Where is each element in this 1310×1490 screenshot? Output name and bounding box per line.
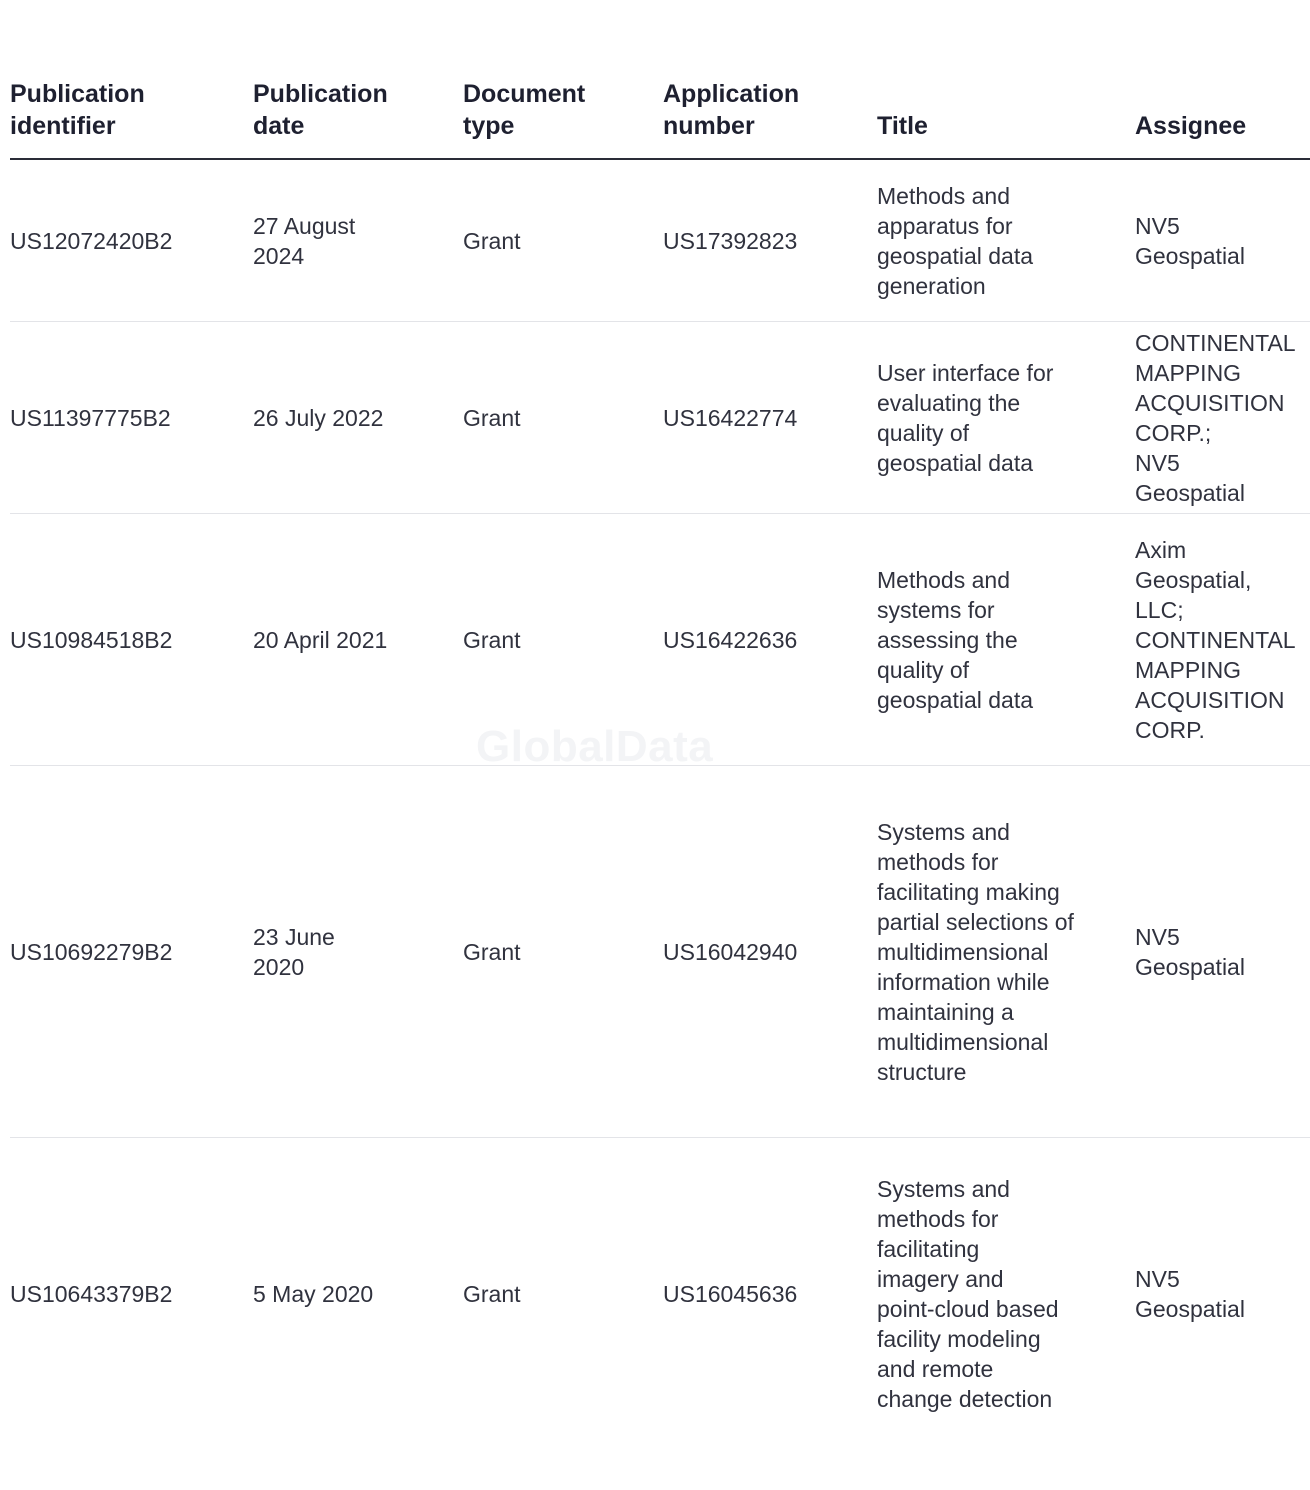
- table-body: [10, 159, 1310, 1449]
- cell-publication-date: 23 June 2020: [253, 766, 463, 1138]
- cell-assignee: NV5 Geospatial: [1135, 1265, 1245, 1322]
- table-row: [10, 159, 1310, 322]
- cell-publication-date: 26 July 2022: [253, 322, 463, 514]
- header-publication-identifier: Publication identifier: [10, 78, 253, 159]
- table-row: [10, 514, 1310, 766]
- patents-table-container[interactable]: [10, 0, 1296, 1490]
- cell-publication-date: 5 May 2020: [253, 1280, 374, 1307]
- cell-title: Systems and methods for facilitating making partial selections of multidimensional information while maintaining a multidimensional structure: [877, 766, 1135, 1138]
- cell-application-number: US16422636: [663, 514, 877, 766]
- table-row: [10, 322, 1310, 514]
- header-row: [10, 78, 1310, 159]
- cell-assignee: Axim Geospatial, LLC; CONTINENTAL MAPPING ACQUISITION CORP.: [1135, 514, 1310, 766]
- cell-application-number: US17392823: [663, 159, 877, 322]
- cell-title: Methods and apparatus for geospatial data generation: [877, 159, 1135, 322]
- cell-assignee: NV5 Geospatial: [1135, 766, 1310, 1138]
- cell-publication-date: 20 April 2021: [253, 514, 463, 766]
- cell-publication-identifier: US11397775B2: [10, 322, 253, 514]
- cell-application-number: US16045636: [663, 1280, 798, 1307]
- cell-assignee: NV5 Geospatial: [1135, 159, 1310, 322]
- patents-table: [10, 78, 1310, 1449]
- cell-document-type: Grant: [463, 1280, 521, 1307]
- cell-title: User interface for evaluating the quality of geospatial data: [877, 322, 1135, 514]
- cell-document-type: Grant: [463, 322, 663, 514]
- table-header: [10, 78, 1310, 159]
- header-title: Title: [877, 78, 1135, 159]
- header-publication-date: Publication date: [253, 78, 463, 159]
- cell-application-number: US16042940: [663, 766, 877, 1138]
- cell-assignee: CONTINENTAL MAPPING ACQUISITION CORP.; NV5 Geospatial: [1135, 322, 1310, 514]
- cell-document-type: Grant: [463, 159, 663, 322]
- header-assignee: Assignee: [1135, 78, 1310, 159]
- cell-title: Systems and methods for facilitating imagery and point-cloud based facility modeling and remote change detection: [877, 1175, 1059, 1412]
- cell-publication-identifier: US10643379B2: [10, 1280, 173, 1307]
- cell-publication-date: 27 August 2024: [253, 159, 463, 322]
- cell-application-number: US16422774: [663, 322, 877, 514]
- table-row: [10, 1138, 1310, 1450]
- cell-publication-identifier: US12072420B2: [10, 159, 253, 322]
- cell-title: Methods and systems for assessing the quality of geospatial data: [877, 514, 1135, 766]
- cell-document-type: Grant: [463, 766, 663, 1138]
- table-row: [10, 766, 1310, 1138]
- watermark-text: GlobalData: [476, 722, 714, 771]
- header-application-number: Application number: [663, 78, 877, 159]
- cell-document-type: Grant: [463, 514, 663, 766]
- cell-publication-identifier: US10692279B2: [10, 766, 253, 1138]
- header-document-type: Document type: [463, 78, 663, 159]
- cell-publication-identifier: US10984518B2: [10, 514, 253, 766]
